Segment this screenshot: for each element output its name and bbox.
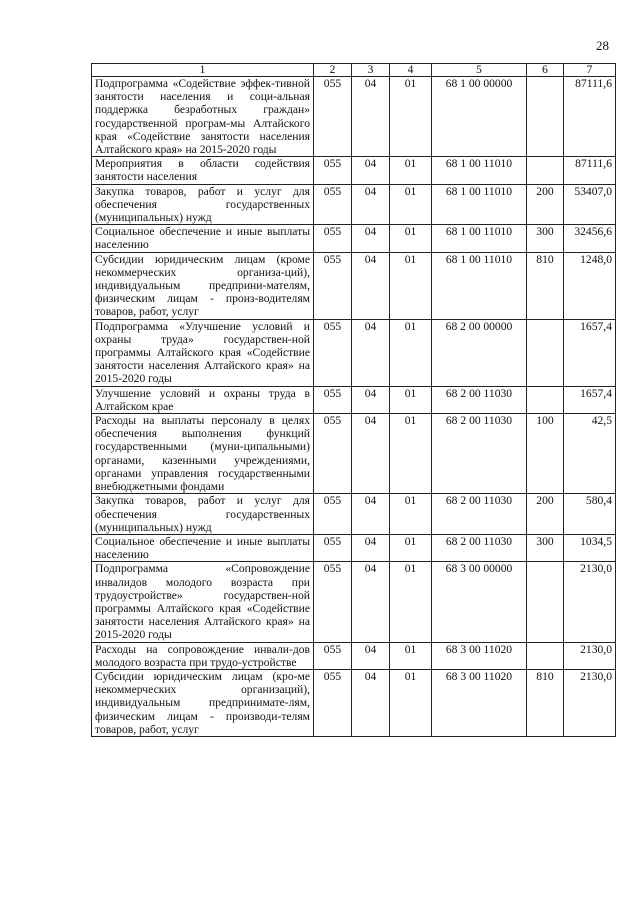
target-article-cell: 68 3 00 11020 <box>432 642 527 669</box>
section-code-cell: 04 <box>352 77 390 157</box>
amount-cell: 53407,0 <box>564 184 616 225</box>
target-article-cell: 68 2 00 11030 <box>432 386 527 413</box>
subsection-code-cell: 01 <box>390 534 432 561</box>
table-header-row <box>92 64 616 77</box>
row-name-cell: Подпрограмма «Содействие эффек-тивной занятости населения и соци-альная поддержка безработных граждан» государственной програм-мы Алтайского края «Содействие занятости населения Алтайского края» на 2015-2020 годы <box>92 77 314 157</box>
amount-cell: 87111,6 <box>564 157 616 184</box>
table-row <box>92 252 616 319</box>
target-article-cell: 68 2 00 11030 <box>432 494 527 535</box>
section-code-cell: 04 <box>352 642 390 669</box>
subsection-code-cell: 01 <box>390 494 432 535</box>
section-code-cell: 04 <box>352 184 390 225</box>
table-row <box>92 562 616 642</box>
subsection-code-cell: 01 <box>390 184 432 225</box>
ministry-code-cell: 055 <box>314 386 352 413</box>
ministry-code-cell: 055 <box>314 319 352 386</box>
column-header: 1 <box>92 64 314 77</box>
section-code-cell: 04 <box>352 562 390 642</box>
subsection-code-cell: 01 <box>390 642 432 669</box>
expense-type-cell: 200 <box>527 494 564 535</box>
column-header: 3 <box>352 64 390 77</box>
amount-cell: 1657,4 <box>564 386 616 413</box>
expense-type-cell <box>527 562 564 642</box>
table-row <box>92 669 616 736</box>
expense-type-cell <box>527 157 564 184</box>
row-name-cell: Подпрограмма «Сопровождение инвалидов молодого возраста при трудоустройстве» государствен-ной программы Алтайского края «Содействие занятости населения Алтайского края» на 2015-2020 годы <box>92 562 314 642</box>
column-header: 4 <box>390 64 432 77</box>
expense-type-cell: 810 <box>527 669 564 736</box>
row-name-cell: Закупка товаров, работ и услуг для обеспечения государственных (муниципальных) нужд <box>92 184 314 225</box>
budget-table <box>91 63 616 737</box>
table-row <box>92 319 616 386</box>
column-header: 2 <box>314 64 352 77</box>
table-row <box>92 77 616 157</box>
subsection-code-cell: 01 <box>390 414 432 494</box>
column-header: 7 <box>564 64 616 77</box>
ministry-code-cell: 055 <box>314 642 352 669</box>
target-article-cell: 68 2 00 11030 <box>432 414 527 494</box>
section-code-cell: 04 <box>352 386 390 413</box>
subsection-code-cell: 01 <box>390 77 432 157</box>
target-article-cell: 68 2 00 11030 <box>432 534 527 561</box>
target-article-cell: 68 3 00 00000 <box>432 562 527 642</box>
expense-type-cell: 810 <box>527 252 564 319</box>
amount-cell: 2130,0 <box>564 642 616 669</box>
table-row <box>92 414 616 494</box>
target-article-cell: 68 1 00 00000 <box>432 77 527 157</box>
subsection-code-cell: 01 <box>390 252 432 319</box>
ministry-code-cell: 055 <box>314 669 352 736</box>
ministry-code-cell: 055 <box>314 157 352 184</box>
subsection-code-cell: 01 <box>390 225 432 252</box>
amount-cell: 1248,0 <box>564 252 616 319</box>
amount-cell: 580,4 <box>564 494 616 535</box>
amount-cell: 32456,6 <box>564 225 616 252</box>
subsection-code-cell: 01 <box>390 157 432 184</box>
subsection-code-cell: 01 <box>390 562 432 642</box>
ministry-code-cell: 055 <box>314 252 352 319</box>
amount-cell: 87111,6 <box>564 77 616 157</box>
ministry-code-cell: 055 <box>314 494 352 535</box>
expense-type-cell <box>527 386 564 413</box>
row-name-cell: Субсидии юридическим лицам (кроме некоммерческих организа-ций), индивидуальным предприни-мателям, физическим лицам - произ-водителям товаров, работ, услуг <box>92 252 314 319</box>
subsection-code-cell: 01 <box>390 669 432 736</box>
target-article-cell: 68 1 00 11010 <box>432 252 527 319</box>
table-row <box>92 225 616 252</box>
row-name-cell: Улучшение условий и охраны труда в Алтайском крае <box>92 386 314 413</box>
section-code-cell: 04 <box>352 252 390 319</box>
expense-type-cell: 300 <box>527 534 564 561</box>
page-number: 28 <box>596 38 609 53</box>
subsection-code-cell: 01 <box>390 386 432 413</box>
section-code-cell: 04 <box>352 669 390 736</box>
row-name-cell: Расходы на сопровождение инвали-дов молодого возраста при трудо-устройстве <box>92 642 314 669</box>
row-name-cell: Расходы на выплаты персоналу в целях обеспечения выполнения функций государственными (муни-ципальными) органами, казенными учреждениями, органами управления государственными внебюджетными фондами <box>92 414 314 494</box>
table-row <box>92 184 616 225</box>
expense-type-cell: 300 <box>527 225 564 252</box>
table-row <box>92 157 616 184</box>
ministry-code-cell: 055 <box>314 562 352 642</box>
row-name-cell: Мероприятия в области содействия занятости населения <box>92 157 314 184</box>
section-code-cell: 04 <box>352 494 390 535</box>
expense-type-cell: 200 <box>527 184 564 225</box>
row-name-cell: Подпрограмма «Улучшение условий и охраны труда» государствен-ной программы Алтайского края «Содействие занятости населения Алтайского края» на 2015-2020 годы <box>92 319 314 386</box>
column-header: 6 <box>527 64 564 77</box>
row-name-cell: Закупка товаров, работ и услуг для обеспечения государственных (муниципальных) нужд <box>92 494 314 535</box>
section-code-cell: 04 <box>352 534 390 561</box>
expense-type-cell <box>527 77 564 157</box>
row-name-cell: Субсидии юридическим лицам (кро-ме некоммерческих организаций), индивидуальным предпринимате-лям, физическим лицам - производи-телям товаров, работ, услуг <box>92 669 314 736</box>
amount-cell: 1657,4 <box>564 319 616 386</box>
ministry-code-cell: 055 <box>314 414 352 494</box>
table-row <box>92 534 616 561</box>
amount-cell: 42,5 <box>564 414 616 494</box>
target-article-cell: 68 2 00 00000 <box>432 319 527 386</box>
row-name-cell: Социальное обеспечение и иные выплаты населению <box>92 225 314 252</box>
amount-cell: 2130,0 <box>564 669 616 736</box>
target-article-cell: 68 3 00 11020 <box>432 669 527 736</box>
expense-type-cell <box>527 319 564 386</box>
target-article-cell: 68 1 00 11010 <box>432 225 527 252</box>
column-header: 5 <box>432 64 527 77</box>
expense-type-cell <box>527 642 564 669</box>
ministry-code-cell: 055 <box>314 184 352 225</box>
table-row <box>92 386 616 413</box>
subsection-code-cell: 01 <box>390 319 432 386</box>
table-row <box>92 494 616 535</box>
section-code-cell: 04 <box>352 319 390 386</box>
target-article-cell: 68 1 00 11010 <box>432 157 527 184</box>
row-name-cell: Социальное обеспечение и иные выплаты населению <box>92 534 314 561</box>
section-code-cell: 04 <box>352 414 390 494</box>
amount-cell: 2130,0 <box>564 562 616 642</box>
ministry-code-cell: 055 <box>314 77 352 157</box>
section-code-cell: 04 <box>352 157 390 184</box>
expense-type-cell: 100 <box>527 414 564 494</box>
section-code-cell: 04 <box>352 225 390 252</box>
ministry-code-cell: 055 <box>314 225 352 252</box>
target-article-cell: 68 1 00 11010 <box>432 184 527 225</box>
table-row <box>92 642 616 669</box>
amount-cell: 1034,5 <box>564 534 616 561</box>
ministry-code-cell: 055 <box>314 534 352 561</box>
